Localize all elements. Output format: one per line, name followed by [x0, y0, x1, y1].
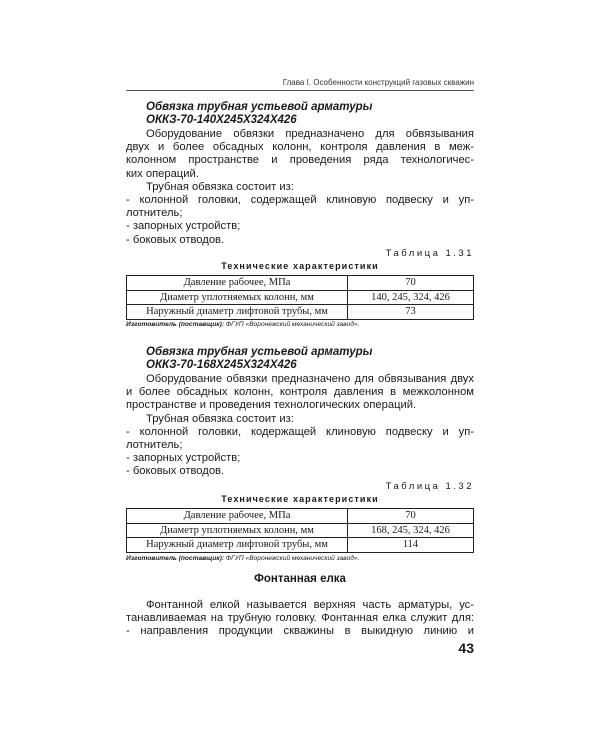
table-row	[127, 305, 474, 320]
table1	[126, 275, 474, 320]
section1-list-item: - боковых отводов.	[126, 233, 225, 246]
table-cell-param: Диаметр уплотняемых колонн, мм	[127, 290, 348, 305]
section2-consists: Трубная обвязка состоит из:	[146, 412, 294, 425]
section1-consists: Трубная обвязка состоит из:	[146, 180, 294, 193]
section2-line: Оборудование обвязки предназначено для обвязывания двух	[146, 373, 474, 385]
section3-line: - направления продукции скважины в выкидную линию и	[126, 625, 474, 638]
table-cell-value: 70	[348, 509, 474, 524]
manufacturer-value: ФГУП «Воронежский механический завод».	[225, 321, 360, 328]
table-row	[127, 523, 474, 538]
table-cell-value: 168, 245, 324, 426	[348, 523, 474, 538]
section1-list-item: - колонной головки, содержащей клиновую подвеску и уп-	[126, 194, 474, 207]
book-page	[126, 0, 474, 750]
section1-line: двух и более обсадных колонн, контроля давления в меж-	[126, 141, 474, 154]
section2-list-item: - боковых отводов.	[126, 465, 225, 478]
page-number: 43	[458, 640, 474, 656]
table-cell-param: Давление рабочее, МПа	[127, 276, 348, 291]
section3-line: танавливаемая на трубную головку. Фонтанная елка служит для:	[126, 612, 474, 625]
section2-list-item: - запорных устройств;	[126, 452, 241, 465]
table-cell-value: 73	[348, 305, 474, 320]
table1-number: Таблица 1.31	[385, 248, 474, 259]
section1-list-item: - запорных устройств;	[126, 220, 241, 233]
section2-paragraph	[126, 373, 474, 479]
table-cell-param: Наружный диаметр лифтовой трубы, мм	[127, 538, 348, 553]
table1-manufacturer	[126, 321, 359, 328]
section1-title-line2: ОККЗ-70-140Х245Х324Х426	[146, 114, 297, 126]
manufacturer-value: ФГУП «Воронежский механический завод».	[225, 555, 360, 562]
section1-line: колонном пространстве и проведения ряда технологичес-	[126, 154, 474, 167]
table-cell-value: 114	[348, 538, 474, 553]
table2-manufacturer	[126, 555, 359, 562]
table-cell-value: 140, 245, 324, 426	[348, 290, 474, 305]
section2-list-item: - колонной головки, кодержащей клиновую подвеску и уп-	[126, 425, 474, 438]
table-cell-param: Диаметр уплотняемых колонн, мм	[127, 523, 348, 538]
section3-paragraph	[126, 599, 474, 639]
manufacturer-label: Изготовитель (поставщик):	[126, 555, 225, 562]
table-cell-value: 70	[348, 276, 474, 291]
table-cell-param: Наружный диаметр лифтовой трубы, мм	[127, 305, 348, 320]
table-row	[127, 276, 474, 291]
table-row	[127, 290, 474, 305]
table1-caption: Технические характеристики	[221, 261, 379, 271]
section2-title-line2: ОККЗ-70-168Х245Х324Х426	[146, 359, 297, 371]
section2-list-item: лотнитель;	[126, 439, 183, 452]
section2-title-line1: Обвязка трубная устьевой арматуры	[146, 346, 373, 358]
header-rule	[126, 90, 474, 91]
section1-line: ких операций.	[126, 167, 199, 180]
table2-number: Таблица 1.32	[385, 481, 474, 492]
section3-heading: Фонтанная елка	[254, 573, 346, 585]
section1-title-line1: Обвязка трубная устьевой арматуры	[146, 101, 373, 113]
section1-list-item: лотнитель;	[126, 207, 183, 220]
section2-line: и более обсадных колонн, контроля давления в межколонном	[126, 386, 474, 399]
table2	[126, 508, 474, 553]
running-header: Глава I. Особенности конструкций газовых скважин	[282, 78, 474, 87]
table2-caption: Технические характеристики	[221, 494, 379, 504]
table-row	[127, 538, 474, 553]
section1-paragraph	[126, 128, 474, 247]
table-cell-param: Давление рабочее, МПа	[127, 509, 348, 524]
section3-line: Фонтанной елкой называется верхняя часть арматуры, ус-	[146, 599, 474, 611]
section1-line: Оборудование обвязки предназначено для обвязывания	[146, 128, 474, 140]
manufacturer-label: Изготовитель (поставщик):	[126, 321, 225, 328]
table-row	[127, 509, 474, 524]
section2-line: пространстве и проведения технологических операций.	[126, 399, 417, 412]
